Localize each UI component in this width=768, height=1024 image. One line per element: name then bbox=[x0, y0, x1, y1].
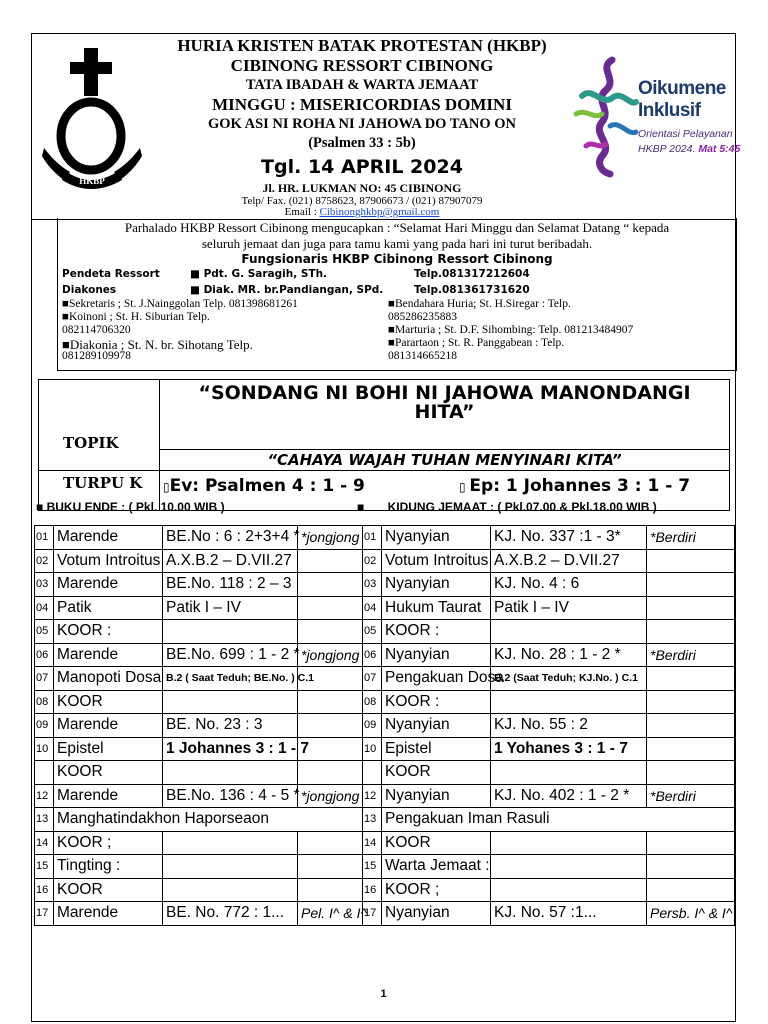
right-reference bbox=[491, 620, 647, 644]
right-reference bbox=[491, 855, 647, 879]
left-note: Pel. I^ & I^ bbox=[298, 902, 363, 926]
left-note: *jongjong bbox=[298, 784, 363, 808]
right-reference: A.X.B.2 – D.VII.27 bbox=[491, 549, 647, 573]
right-item: Nyanyian bbox=[382, 784, 491, 808]
left-item: KOOR bbox=[54, 761, 163, 785]
row-number-right: 10 bbox=[363, 737, 382, 761]
right-note bbox=[647, 549, 735, 573]
table-row bbox=[35, 902, 735, 926]
row-number-right: 13 bbox=[363, 808, 382, 832]
row-number-right: 08 bbox=[363, 690, 382, 714]
left-reference: BE. No. 772 : 1... bbox=[163, 902, 298, 926]
left-note bbox=[298, 573, 363, 597]
ressort-name: CIBINONG RESSORT CIBINONG bbox=[230, 56, 494, 75]
topik-subtitle-cell bbox=[160, 450, 729, 470]
right-note bbox=[647, 573, 735, 597]
right-item: KOOR bbox=[382, 831, 491, 855]
right-item: Warta Jemaat : bbox=[382, 855, 491, 879]
info-box bbox=[57, 218, 737, 371]
right-reference bbox=[491, 878, 647, 902]
right-note bbox=[647, 761, 735, 785]
left-item: Marende bbox=[54, 526, 163, 550]
oikumene-inklusif-logo bbox=[572, 56, 740, 176]
fungsionaris-heading: Fungsionaris HKBP Cibinong Ressort Cibinong bbox=[241, 252, 553, 266]
hkbp-year-text bbox=[638, 143, 740, 155]
left-item: Marende bbox=[54, 784, 163, 808]
left-reference bbox=[163, 831, 298, 855]
parartaon-line: ■Parartaon ; St. R. Panggabean : Telp. bbox=[388, 337, 565, 349]
row-number-left: 02 bbox=[35, 549, 54, 573]
right-item: KOOR ; bbox=[382, 878, 491, 902]
right-note: Persb. I^ & I^ bbox=[647, 902, 735, 926]
left-item: Votum Introitus bbox=[54, 549, 163, 573]
koinoni-line: ■Koinoni ; St. H. Siburian Telp. bbox=[62, 311, 210, 323]
sekretaris-line: ■Sekretaris ; St. J.Nainggolan Telp. 081398681261 bbox=[62, 298, 298, 310]
ep-reading-text: Ep: 1 Johannes 3 : 1 - 7 bbox=[469, 476, 691, 496]
table-row bbox=[35, 737, 735, 761]
left-item: Tingting : bbox=[54, 855, 163, 879]
table-row bbox=[35, 620, 735, 644]
table-row bbox=[35, 808, 735, 832]
row-number-left: 07 bbox=[35, 667, 54, 691]
right-item: Nyanyian bbox=[382, 526, 491, 550]
buku-ende-heading: ■ BUKU ENDE : ( Pkl. 10.00 WIB ) bbox=[36, 500, 225, 514]
right-note bbox=[647, 855, 735, 879]
kidung-jemaat-heading: ■ KIDUNG JEMAAT : ( Pkl.07.00 & Pkl.18.00 WIB ) bbox=[357, 500, 657, 514]
left-item: Manopoti Dosa bbox=[54, 667, 163, 691]
liturgy-table-body bbox=[35, 526, 735, 926]
left-note bbox=[298, 878, 363, 902]
right-note: *Berdiri bbox=[647, 526, 735, 550]
inklusif-title: Inklusif bbox=[638, 100, 701, 121]
table-row bbox=[35, 596, 735, 620]
parartaon-tel: 081314665218 bbox=[388, 350, 457, 362]
left-item: KOOR bbox=[54, 878, 163, 902]
row-number-right: 02 bbox=[363, 549, 382, 573]
left-reference bbox=[163, 878, 298, 902]
row-number-left: 05 bbox=[35, 620, 54, 644]
left-reference: BE.No. 699 : 1 - 2 * bbox=[163, 643, 298, 667]
row-number-left: 15 bbox=[35, 855, 54, 879]
left-reference: BE.No : 6 : 2+3+4 * bbox=[163, 526, 298, 550]
bulletin-header bbox=[32, 34, 741, 220]
right-note: *Berdiri bbox=[647, 643, 735, 667]
greeting-line-2: seluruh jemaat dan juga para tamu kami yang pada hari ini turut beribadah. bbox=[201, 236, 593, 251]
right-note bbox=[647, 667, 735, 691]
right-reference: KJ. No. 337 :1 - 3* bbox=[491, 526, 647, 550]
row-number-left: 14 bbox=[35, 831, 54, 855]
left-note: *jongjong bbox=[298, 526, 363, 550]
diakonia-line: ■Diakonia ; St. N. br. Sihotang Telp. bbox=[62, 337, 253, 352]
row-number-right: 05 bbox=[363, 620, 382, 644]
left-reference: Patik I – IV bbox=[163, 596, 298, 620]
left-reference: A.X.B.2 – D.VII.27 bbox=[163, 549, 298, 573]
right-item: KOOR bbox=[382, 761, 491, 785]
oikumene-ribbon-icon bbox=[572, 56, 638, 176]
logo-text: HKBP bbox=[79, 176, 105, 186]
kidung-jemaat-text: KIDUNG JEMAAT : ( Pkl.07.00 & Pkl.18.00 WIB ) bbox=[387, 500, 657, 514]
theme-verse: GOK ASI NI ROHA NI JAHOWA DO TANO ON bbox=[207, 116, 517, 132]
right-reference: KJ. No. 4 : 6 bbox=[491, 573, 647, 597]
row-number-right: 14 bbox=[363, 831, 382, 855]
table-row bbox=[35, 690, 735, 714]
pendeta-label: Pendeta Ressort bbox=[62, 268, 160, 280]
liturgy-table bbox=[34, 525, 735, 926]
left-reference: BE.No. 118 : 2 – 3 bbox=[163, 573, 298, 597]
right-reference: KJ. No. 402 : 1 - 2 * bbox=[491, 784, 647, 808]
service-date: Tgl. 14 APRIL 2024 bbox=[261, 156, 463, 178]
row-number-left: 04 bbox=[35, 596, 54, 620]
row-number-right: 17 bbox=[363, 902, 382, 926]
right-item: Votum Introitus bbox=[382, 549, 491, 573]
left-note bbox=[298, 596, 363, 620]
topik-label-cell bbox=[39, 380, 160, 470]
left-item: Manghatindakhon Haporseaon bbox=[54, 808, 363, 832]
row-number-left: 13 bbox=[35, 808, 54, 832]
right-item: KOOR : bbox=[382, 690, 491, 714]
right-note bbox=[647, 690, 735, 714]
right-note: *Berdiri bbox=[647, 784, 735, 808]
right-reference: KJ. No. 57 :1... bbox=[491, 902, 647, 926]
bulletin-page bbox=[31, 33, 741, 1022]
row-number-right: 15 bbox=[363, 855, 382, 879]
topik-box bbox=[38, 379, 730, 511]
bulletin-title: TATA IBADAH & WARTA JEMAAT bbox=[245, 77, 479, 93]
email-link[interactable]: Cibinonghkbp@gmail.com bbox=[319, 206, 440, 218]
row-number-right: 04 bbox=[363, 596, 382, 620]
right-reference bbox=[491, 761, 647, 785]
right-reference: KJ. No. 55 : 2 bbox=[491, 714, 647, 738]
church-address: Jl. HR. LUKMAN NO: 45 CIBINONG bbox=[262, 181, 462, 195]
right-note bbox=[647, 737, 735, 761]
buku-ende-text: BUKU ENDE : ( Pkl. 10.00 WIB ) bbox=[46, 500, 225, 514]
pendeta-name: ■ Pdt. G. Saragih, STh. bbox=[190, 268, 328, 280]
row-number-right: 07 bbox=[363, 667, 382, 691]
ep-bullet-icon: ▯ bbox=[459, 480, 470, 494]
right-reference: 1 Yohanes 3 : 1 - 7 bbox=[491, 737, 647, 761]
ev-reading bbox=[163, 476, 365, 496]
row-number-right: 03 bbox=[363, 573, 382, 597]
right-reference: KJ. No. 28 : 1 - 2 * bbox=[491, 643, 647, 667]
left-note bbox=[298, 690, 363, 714]
topik-label: TOPIK bbox=[63, 434, 119, 452]
diakones-name: ■ Diak. MR. br.Pandiangan, SPd. bbox=[190, 284, 384, 296]
row-number-left bbox=[35, 761, 54, 785]
hkbp-year-label: HKBP 2024. bbox=[638, 143, 699, 155]
left-reference bbox=[163, 761, 298, 785]
left-item: KOOR : bbox=[54, 620, 163, 644]
table-row bbox=[35, 573, 735, 597]
row-number-left: 17 bbox=[35, 902, 54, 926]
table-row bbox=[35, 761, 735, 785]
oikumene-title: Oikumene bbox=[638, 78, 726, 99]
right-item: Nyanyian bbox=[382, 643, 491, 667]
right-item: Pengakuan Dosa bbox=[382, 667, 491, 691]
right-note bbox=[647, 878, 735, 902]
left-reference: BE. No. 23 : 3 bbox=[163, 714, 298, 738]
table-row bbox=[35, 549, 735, 573]
marturia-line: ■Marturia ; St. D.F. Sihombing: Telp. 081213484907 bbox=[388, 324, 634, 336]
email-label: Email : bbox=[284, 206, 320, 218]
right-item: Nyanyian bbox=[382, 902, 491, 926]
right-item: Nyanyian bbox=[382, 573, 491, 597]
topik-title-cell bbox=[160, 380, 729, 450]
left-reference: 1 Johannes 3 : 1 - 7 bbox=[163, 737, 298, 761]
table-row bbox=[35, 831, 735, 855]
orientasi-text: Orientasi Pelayanan bbox=[638, 128, 733, 140]
table-row bbox=[35, 643, 735, 667]
bendahara-line: ■Bendahara Huria; St. H.Siregar : Telp. bbox=[388, 298, 571, 310]
row-number-right: 16 bbox=[363, 878, 382, 902]
table-row bbox=[35, 855, 735, 879]
right-note bbox=[647, 620, 735, 644]
row-number-left: 06 bbox=[35, 643, 54, 667]
ep-reading bbox=[459, 476, 690, 496]
left-note bbox=[298, 714, 363, 738]
page-number: 1 bbox=[380, 988, 387, 1000]
row-number-left: 01 bbox=[35, 526, 54, 550]
left-reference bbox=[163, 855, 298, 879]
church-email bbox=[142, 207, 582, 218]
row-number-left: 12 bbox=[35, 784, 54, 808]
ev-bullet-icon: ▯ bbox=[163, 480, 170, 494]
topik-subtitle: “CAHAYA WAJAH TUHAN MENYINARI KITA” bbox=[267, 451, 622, 469]
table-row bbox=[35, 526, 735, 550]
pendeta-tel: Telp.081317212604 bbox=[414, 268, 530, 280]
row-number-right: 09 bbox=[363, 714, 382, 738]
topik-title: “SONDANG NI BOHI NI JAHOWA MANONDANGI HITA” bbox=[198, 382, 691, 423]
row-number-left: 09 bbox=[35, 714, 54, 738]
church-name: HURIA KRISTEN BATAK PROTESTAN (HKBP) bbox=[177, 36, 547, 55]
row-number-left: 08 bbox=[35, 690, 54, 714]
right-note bbox=[647, 714, 735, 738]
left-note: *jongjong bbox=[298, 643, 363, 667]
koinoni-tel: 082114706320 bbox=[62, 324, 131, 336]
right-reference: Patik I – IV bbox=[491, 596, 647, 620]
left-reference: BE.No. 136 : 4 - 5 * bbox=[163, 784, 298, 808]
left-note bbox=[298, 761, 363, 785]
mat-reference: Mat 5:45 bbox=[698, 143, 741, 155]
row-number-left: 16 bbox=[35, 878, 54, 902]
turpuk-label: TURPU K bbox=[63, 474, 143, 492]
right-item: Hukum Taurat bbox=[382, 596, 491, 620]
diakones-tel: Telp.081361731620 bbox=[414, 284, 530, 296]
theme-reference: (Psalmen 33 : 5b) bbox=[308, 135, 416, 151]
right-note bbox=[647, 596, 735, 620]
row-number-right bbox=[363, 761, 382, 785]
left-item: Marende bbox=[54, 643, 163, 667]
left-note bbox=[298, 831, 363, 855]
table-row bbox=[35, 714, 735, 738]
right-item: Pengakuan Iman Rasuli bbox=[382, 808, 735, 832]
left-note bbox=[298, 549, 363, 573]
right-reference bbox=[491, 831, 647, 855]
left-reference bbox=[163, 620, 298, 644]
diakones-label: Diakones bbox=[62, 284, 117, 296]
left-reference bbox=[163, 690, 298, 714]
right-reference bbox=[491, 690, 647, 714]
left-item: Marende bbox=[54, 573, 163, 597]
row-number-right: 06 bbox=[363, 643, 382, 667]
left-item: KOOR ; bbox=[54, 831, 163, 855]
header-text-block bbox=[142, 36, 582, 218]
table-row bbox=[35, 667, 735, 691]
hkbp-logo-icon bbox=[42, 48, 142, 188]
right-reference: B.2 (Saat Teduh; KJ.No. ) C.1 bbox=[491, 667, 647, 691]
row-number-left: 03 bbox=[35, 573, 54, 597]
bendahara-tel: 085286235883 bbox=[388, 311, 457, 323]
right-item: Nyanyian bbox=[382, 714, 491, 738]
row-number-right: 01 bbox=[363, 526, 382, 550]
right-item: Epistel bbox=[382, 737, 491, 761]
left-item: Patik bbox=[54, 596, 163, 620]
left-item: Marende bbox=[54, 714, 163, 738]
row-number-left: 10 bbox=[35, 737, 54, 761]
greeting-line-1: Parhalado HKBP Ressort Cibinong mengucapkan : “Selamat Hari Minggu dan Selamat Datang “ kepada bbox=[124, 220, 670, 235]
diakonia-tel: 081289109978 bbox=[62, 350, 131, 362]
church-telfax: Telp/ Fax. (021) 8758623, 87906673 / (021) 87907079 bbox=[241, 195, 483, 207]
sunday-name: MINGGU : MISERICORDIAS DOMINI bbox=[212, 95, 512, 114]
left-note bbox=[298, 620, 363, 644]
left-item: Marende bbox=[54, 902, 163, 926]
left-item: KOOR bbox=[54, 690, 163, 714]
right-item: KOOR : bbox=[382, 620, 491, 644]
ev-reading-text: Ev: Psalmen 4 : 1 - 9 bbox=[169, 476, 365, 496]
left-reference: B.2 ( Saat Teduh; BE.No. ) C.1 bbox=[163, 667, 298, 691]
table-row bbox=[35, 784, 735, 808]
right-note bbox=[647, 831, 735, 855]
table-row bbox=[35, 878, 735, 902]
left-note bbox=[298, 855, 363, 879]
left-item: Epistel bbox=[54, 737, 163, 761]
row-number-right: 12 bbox=[363, 784, 382, 808]
